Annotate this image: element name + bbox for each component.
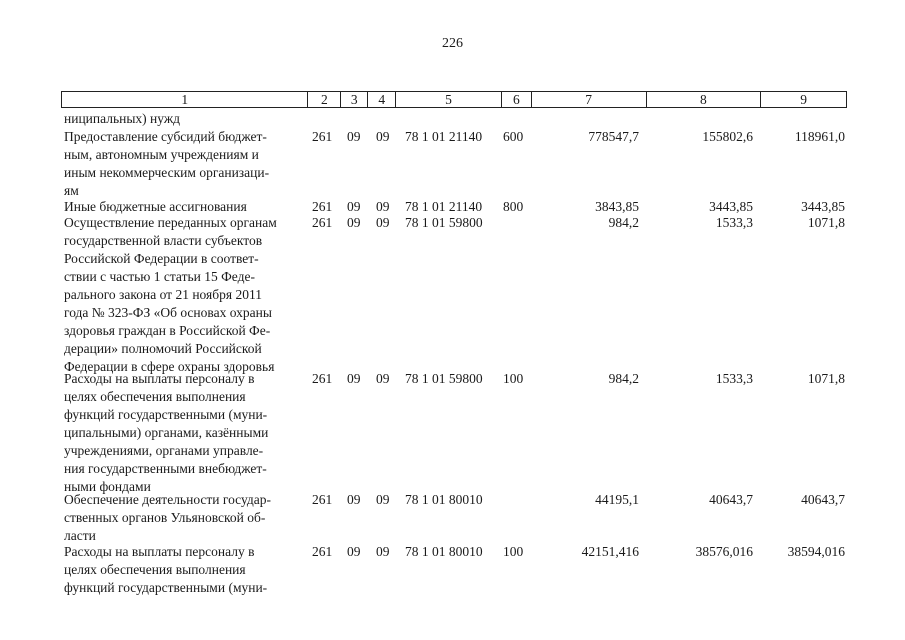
expense-type-code: 600 <box>503 129 524 144</box>
row-description <box>64 110 302 128</box>
description-line: ным, автономным учреждениям и <box>64 147 259 162</box>
section-code: 09 <box>347 492 361 507</box>
section-code: 09 <box>347 199 361 214</box>
amount-col-8: 40643,7 <box>709 492 753 507</box>
description-line: здоровья граждан в Российской Фе- <box>64 323 271 338</box>
amount-col-7: 984,2 <box>608 215 639 230</box>
column-header-3: 3 <box>341 92 368 107</box>
description-line: Расходы на выплаты персоналу в <box>64 544 255 559</box>
target-article-code: 78 1 01 21140 <box>405 199 483 214</box>
section-code: 09 <box>347 215 361 230</box>
amount-col-8: 1533,3 <box>715 215 753 230</box>
row-description <box>64 491 302 545</box>
admin-code: 261 <box>312 492 333 507</box>
description-line: ственных органов Ульяновской об- <box>64 510 266 525</box>
target-article-code: 78 1 01 21140 <box>405 129 483 144</box>
column-header-4: 4 <box>368 92 396 107</box>
section-code: 09 <box>347 544 361 559</box>
row-description <box>64 214 302 376</box>
column-header-5: 5 <box>396 92 502 107</box>
row-description <box>64 128 302 200</box>
target-article-code: 78 1 01 59800 <box>405 371 483 386</box>
amount-col-7: 3843,85 <box>595 199 639 214</box>
description-line: дерации» полномочий Российской <box>64 341 262 356</box>
amount-col-8: 38576,016 <box>695 544 753 559</box>
amount-col-8: 3443,85 <box>709 199 753 214</box>
description-line: целях обеспечения выполнения <box>64 389 246 404</box>
amount-col-9: 118961,0 <box>794 129 845 144</box>
expense-type-code: 800 <box>503 199 524 214</box>
amount-col-7: 778547,7 <box>588 129 639 144</box>
subsection-code: 09 <box>376 215 390 230</box>
description-line: Расходы на выплаты персоналу в <box>64 371 255 386</box>
column-header-7: 7 <box>532 92 647 107</box>
description-line: функций государственными (муни- <box>64 407 268 422</box>
admin-code: 261 <box>312 215 333 230</box>
expense-type-code: 100 <box>503 544 524 559</box>
description-line: Обеспечение деятельности государ- <box>64 492 272 507</box>
description-line: ям <box>64 183 79 198</box>
subsection-code: 09 <box>376 544 390 559</box>
description-line: функций государственными (муни- <box>64 580 268 595</box>
description-line: ниципальных) нужд <box>64 111 181 126</box>
description-line: государственной власти субъектов <box>64 233 263 248</box>
description-line: иным некоммерческим организаци- <box>64 165 270 180</box>
column-header-2: 2 <box>308 92 341 107</box>
description-line: ствии с частью 1 статьи 15 Феде- <box>64 269 255 284</box>
row-description <box>64 370 302 496</box>
description-line: ния государственными внебюджет- <box>64 461 267 476</box>
description-line: ласти <box>64 528 96 543</box>
admin-code: 261 <box>312 371 333 386</box>
column-header-9: 9 <box>800 92 807 107</box>
description-line: ципальными) органами, казёнными <box>64 425 269 440</box>
amount-col-9: 3443,85 <box>801 199 845 214</box>
description-line: рального закона от 21 ноября 2011 <box>64 287 262 302</box>
column-header-8: 8 <box>647 92 762 107</box>
amount-col-9: 38594,016 <box>787 544 845 559</box>
row-description <box>64 543 302 597</box>
amount-col-9: 40643,7 <box>801 492 845 507</box>
admin-code: 261 <box>312 544 333 559</box>
description-line: Российской Федерации в соответ- <box>64 251 259 266</box>
target-article-code: 78 1 01 59800 <box>405 215 483 230</box>
subsection-code: 09 <box>376 492 390 507</box>
admin-code: 261 <box>312 199 333 214</box>
subsection-code: 09 <box>376 199 390 214</box>
description-line: целях обеспечения выполнения <box>64 562 246 577</box>
expense-type-code: 100 <box>503 371 524 386</box>
amount-col-9: 1071,8 <box>807 371 845 386</box>
subsection-code: 09 <box>376 129 390 144</box>
description-line: учреждениями, органами управле- <box>64 443 264 458</box>
target-article-code: 78 1 01 80010 <box>405 544 483 559</box>
amount-col-7: 984,2 <box>608 371 639 386</box>
amount-col-8: 1533,3 <box>715 371 753 386</box>
description-line: Федерации в сфере охраны здоровья <box>64 359 275 374</box>
amount-col-7: 44195,1 <box>595 492 639 507</box>
description-line: ными фондами <box>64 479 151 494</box>
description-line: Осуществление переданных органам <box>64 215 277 230</box>
description-line: Иные бюджетные ассигнования <box>64 199 247 214</box>
subsection-code: 09 <box>376 371 390 386</box>
admin-code: 261 <box>312 129 333 144</box>
description-line: года № 323-ФЗ «Об основах охраны <box>64 305 272 320</box>
amount-col-7: 42151,416 <box>581 544 639 559</box>
column-header-6: 6 <box>502 92 532 107</box>
target-article-code: 78 1 01 80010 <box>405 492 483 507</box>
section-code: 09 <box>347 129 361 144</box>
section-code: 09 <box>347 371 361 386</box>
amount-col-9: 1071,8 <box>807 215 845 230</box>
amount-col-8: 155802,6 <box>702 129 753 144</box>
description-line: Предоставление субсидий бюджет- <box>64 129 267 144</box>
page-number: 226 <box>442 36 463 51</box>
column-header-1: 1 <box>62 92 308 107</box>
